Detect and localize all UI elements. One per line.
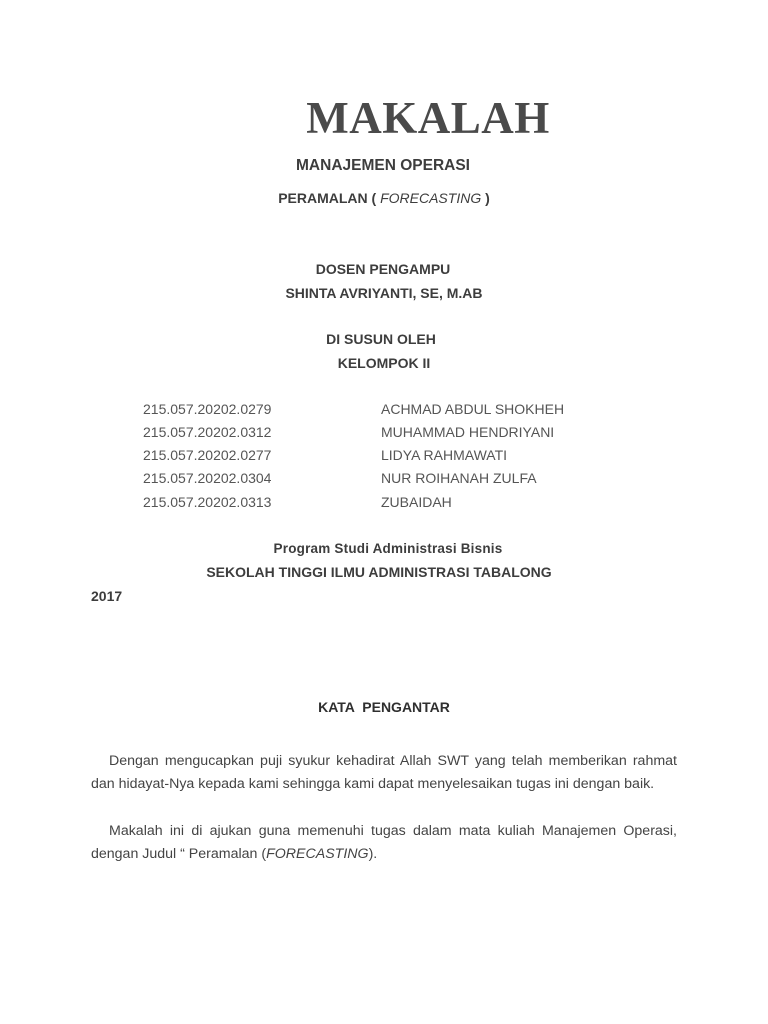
member-name: LIDYA RAHMAWATI (381, 447, 508, 463)
course-title: MANAJEMEN OPERASI (296, 157, 470, 174)
member-nim: 215.057.20202.0313 (143, 494, 272, 510)
member-nim: 215.057.20202.0312 (143, 424, 272, 440)
member-name: MUHAMMAD HENDRIYANI (381, 424, 555, 440)
member-name: ZUBAIDAH (381, 494, 452, 510)
paragraph-2-italic: FORECASTING (266, 846, 369, 862)
member-name: NUR ROIHANAH ZULFA (381, 470, 537, 486)
preface-heading: KATA PENGANTAR (318, 699, 450, 715)
authored-label: DI SUSUN OLEH (326, 331, 436, 347)
preface-paragraph-2 (91, 820, 677, 866)
paragraph-1-text: Dengan mengucapkan puji syukur kehadirat Allah SWT yang telah memberikan rahmat dan hidayat-Nya kepada kami sehingga kami dapat menyelesaikan tugas ini dengan baik. (91, 753, 677, 792)
topic-italic: FORECASTING (380, 190, 482, 206)
document-title: MAKALAH (306, 93, 550, 143)
lecturer-label: DOSEN PENGAMPU (315, 261, 451, 277)
member-row (0, 494, 768, 516)
group-label: KELOMPOK II (337, 355, 431, 371)
member-row (0, 401, 768, 423)
preface-paragraph-1 (91, 750, 677, 796)
member-row (0, 470, 768, 492)
year: 2017 (91, 588, 123, 604)
paragraph-2-prefix: Makalah ini di ajukan guna memenuhi tugas dalam mata kuliah Manajemen Operasi, dengan Judul “ Peramalan ( (91, 823, 677, 862)
study-program: Program Studi Administrasi Bisnis (273, 541, 503, 556)
member-nim: 215.057.20202.0304 (143, 470, 272, 486)
paragraph-2-suffix: ). (368, 846, 378, 862)
member-nim: 215.057.20202.0279 (143, 401, 272, 417)
topic-prefix: PERAMALAN ( (278, 190, 381, 206)
member-name: ACHMAD ABDUL SHOKHEH (381, 401, 565, 417)
lecturer-name: SHINTA AVRIYANTI, SE, M.AB (285, 285, 483, 301)
member-row (0, 424, 768, 446)
school-name: SEKOLAH TINGGI ILMU ADMINISTRASI TABALONG (206, 564, 552, 580)
topic-suffix: ) (481, 190, 490, 206)
topic-title (0, 190, 768, 206)
member-nim: 215.057.20202.0277 (143, 447, 272, 463)
member-row (0, 447, 768, 469)
